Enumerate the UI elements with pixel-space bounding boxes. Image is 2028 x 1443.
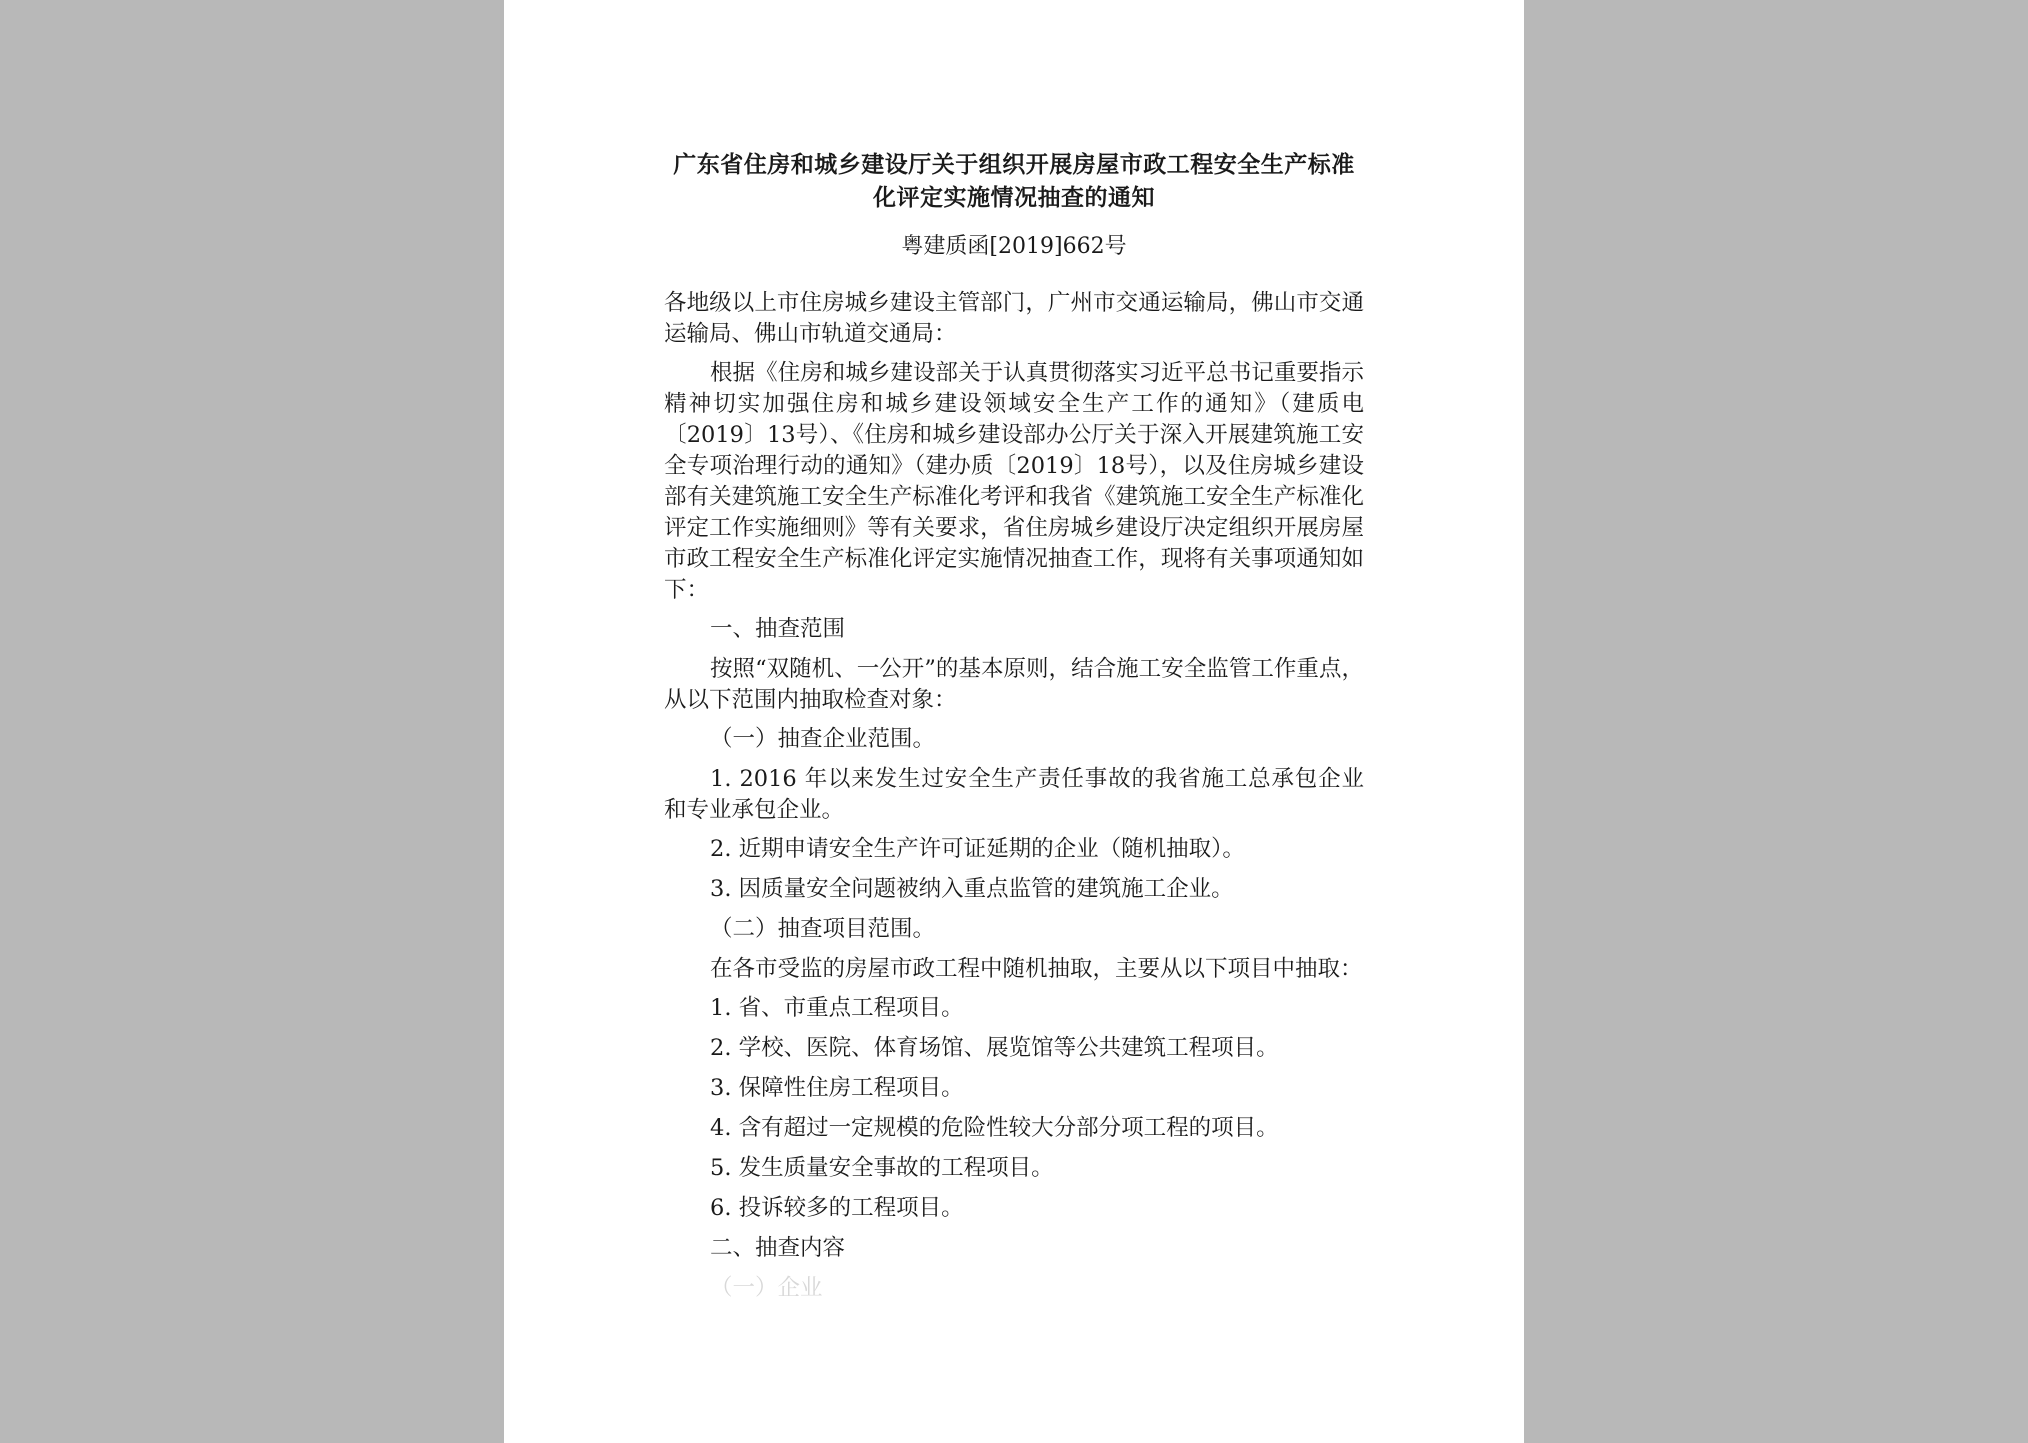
sub-2-item: 4. 含有超过一定规模的危险性较大分部分项工程的项目。 [710,1115,1279,1141]
section-2-heading: 二、抽查内容 [710,1235,846,1261]
sub-2-item: 1. 省、市重点工程项目。 [710,995,964,1021]
sub-2-item: 6. 投诉较多的工程项目。 [710,1195,964,1221]
document-number: 粤建质函[2019]662号 [901,234,1127,259]
title-line-1: 广东省住房和城乡建设厅关于组织开展房屋市政工程安全生产标准 [673,151,1355,178]
section-1-intro: 按照“双随机、一公开”的基本原则，结合施工安全监管工作重点，从以下范围内抽取检查对象： [664,656,1364,713]
sub-2-item: 2. 学校、医院、体育场馆、展览馆等公共建筑工程项目。 [710,1035,1279,1061]
sub-2-heading: （二）抽查项目范围。 [710,916,936,942]
sub-2-item: 5. 发生质量安全事故的工程项目。 [710,1155,1054,1181]
title-line-2: 化评定实施情况抽查的通知 [873,184,1155,211]
sub-1-item: 1. 2016 年以来发生过安全生产责任事故的我省施工总承包企业和专业承包企业。 [664,766,1364,823]
section-1-heading: 一、抽查范围 [710,616,846,642]
faded-text-line: （一）企业 [710,1275,823,1301]
document-title [664,148,1364,214]
sub-2-intro: 在各市受监的房屋市政工程中随机抽取，主要从以下项目中抽取： [710,956,1363,982]
sub-1-heading: （一）抽查企业范围。 [710,726,936,752]
document-page [504,0,1524,1443]
sub-1-item: 2. 近期申请安全生产许可证延期的企业（随机抽取）。 [710,836,1245,862]
intro-paragraph: 根据《住房和城乡建设部关于认真贯彻落实习近平总书记重要指示精神切实加强住房和城乡建设领域安全生产工作的通知》（建质电〔2019〕13号）、《住房和城乡建设部办公厅关于深入开展建筑施工安全专项治理行动的通知》（建办质〔2019〕18号），以及住房城乡建设部有关建筑施工安全生产标准化考评和我省《建筑施工安全生产标准化评定工作实施细则》等有关要求，省住房城乡建设厅决定组织开展房屋市政工程安全生产标准化评定实施情况抽查工作，现将有关事项通知如下： [664,360,1364,603]
sub-1-item: 3. 因质量安全问题被纳入重点监管的建筑施工企业。 [710,876,1234,902]
sub-2-item: 3. 保障性住房工程项目。 [710,1075,964,1101]
addressee: 各地级以上市住房城乡建设主管部门，广州市交通运输局，佛山市交通运输局、佛山市轨道交通局： [664,290,1364,347]
